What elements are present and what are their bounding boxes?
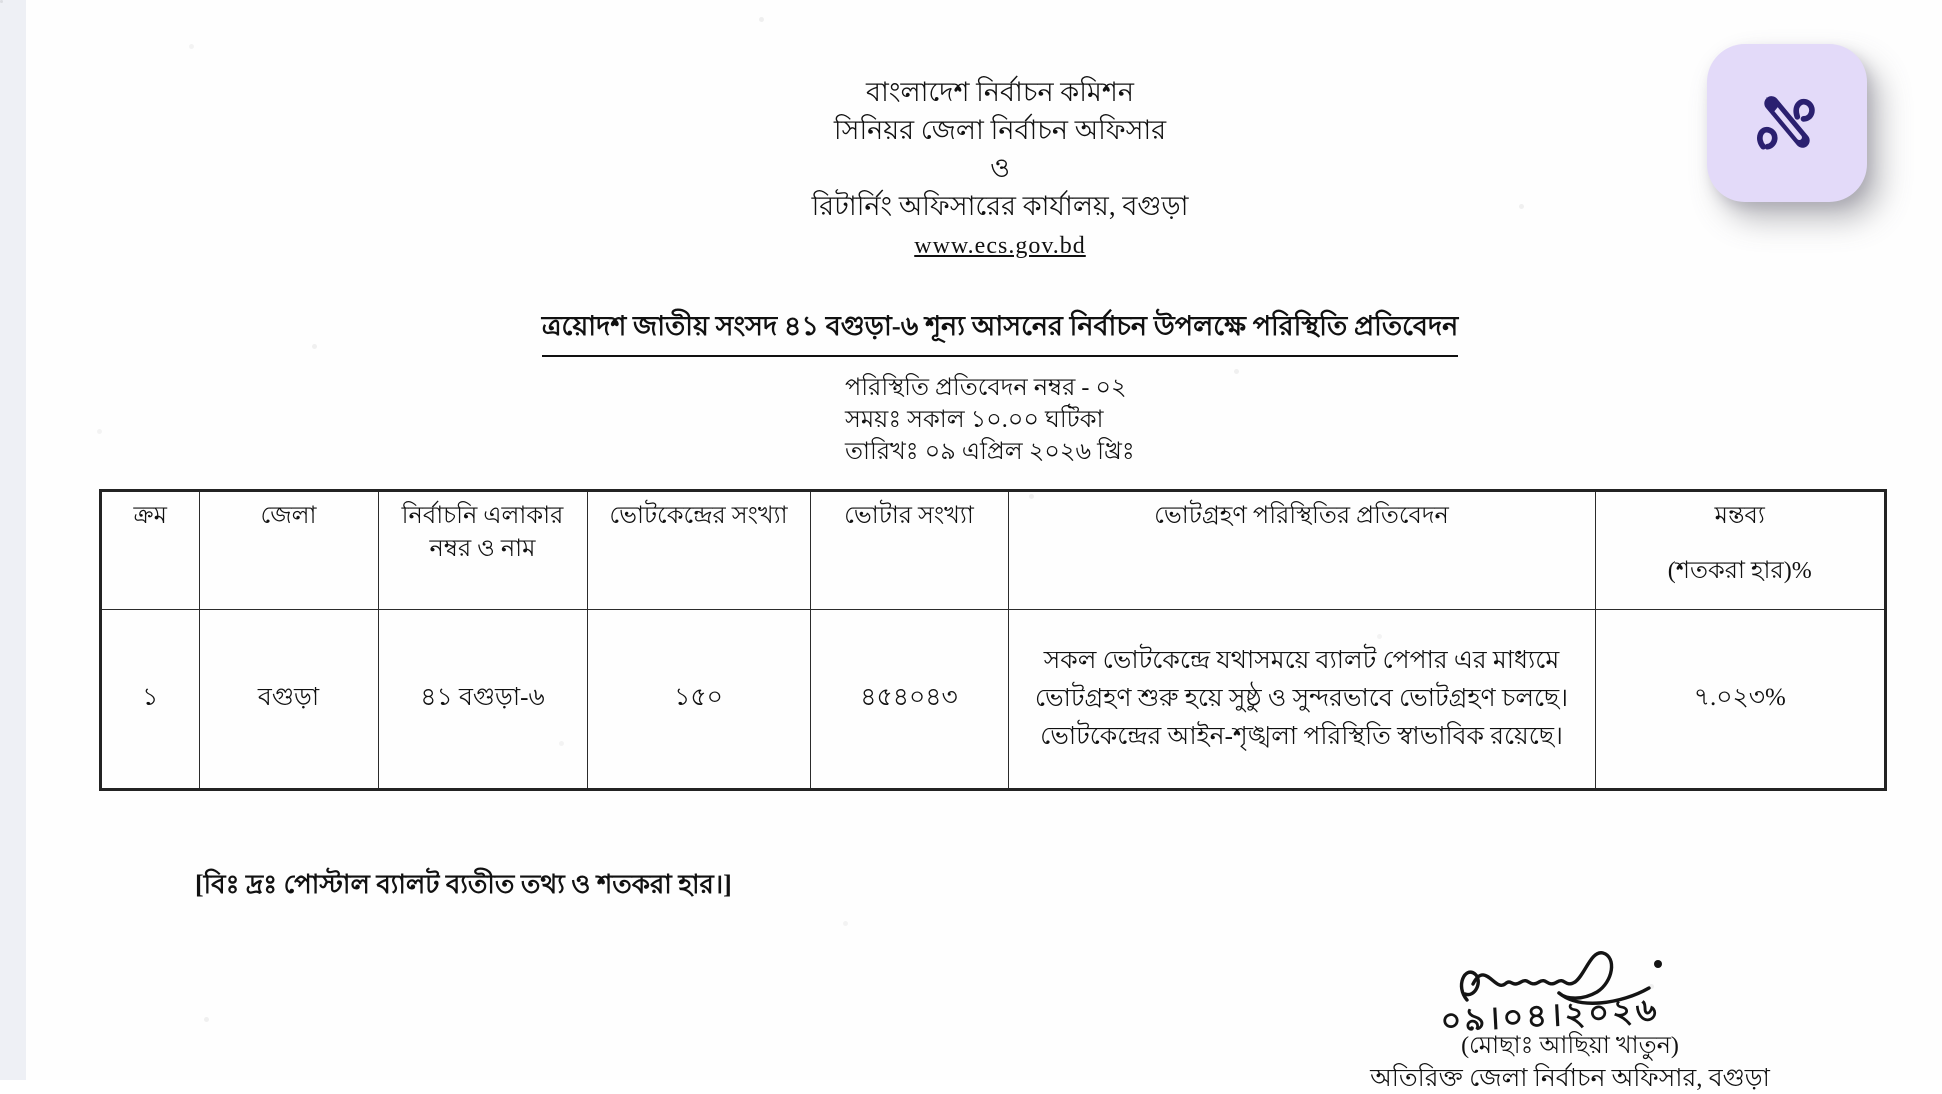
signature-pen-icon [1754,90,1820,156]
report-title-wrap [200,306,1800,357]
signature-block [1330,942,1810,1094]
cell-serial: ১ [101,609,199,789]
page-left-margin-strip [0,0,26,1080]
situation-report-table [100,490,1886,790]
col-header-serial: ক্রম [101,491,199,609]
table-header-row [101,491,1885,609]
col-header-polling-centers: ভোটকেন্দ্রের সংখ্যা [587,491,810,609]
letterhead [300,74,1700,266]
report-number: পরিস্থিতি প্রতিবেদন নম্বর - ০২ [845,375,1127,401]
report-meta [845,372,1135,468]
col-header-report: ভোটগ্রহণ পরিস্থিতির প্রতিবেদন [1008,491,1595,609]
cell-percentage: ৭.০২৩% [1595,609,1885,789]
org-name: বাংলাদেশ নির্বাচন কমিশন [865,77,1135,107]
remarks-sublabel: (শতকরা হার)% [1667,558,1812,584]
signatory-name: (মোছাঃ আছিয়া খাতুন) [1461,1033,1679,1059]
cell-polling-centers: ১৫০ [587,609,810,789]
col-header-district: জেলা [199,491,378,609]
handwritten-date: ০৯।০৪।২০২৬ [1439,991,1661,1039]
cell-voters: ৪৫৪০৪৩ [810,609,1008,789]
cell-district: বগুড়া [199,609,378,789]
col-header-voters: ভোটার সংখ্যা [810,491,1008,609]
table-row [101,609,1885,789]
remarks-label: মন্তব্য [1714,503,1765,529]
report-date: তারিখঃ ০৯ এপ্রিল ২০২৬ খ্রিঃ [845,439,1135,465]
report-time: সময়ঃ সকাল ১০.০০ ঘটিকা [845,407,1104,433]
sign-annotate-button[interactable] [1707,44,1867,202]
conjunction: ও [990,153,1010,183]
website-link[interactable]: www.ecs.gov.bd [914,233,1086,259]
footnote: [বিঃ দ্রঃ পোস্টাল ব্যালট ব্যতীত তথ্য ও শতকরা হার।] [195,870,732,899]
col-header-remarks [1595,491,1885,609]
signatory-designation: অতিরিক্ত জেলা নির্বাচন অফিসার, বগুড়া [1370,1065,1770,1092]
scan-noise [0,0,3,3]
cell-constituency: ৪১ বগুড়া-৬ [378,609,587,789]
office-line-2: রিটার্নিং অফিসারের কার্যালয়, বগুড়া [811,191,1189,221]
signature-pen-dot [1654,960,1662,968]
cell-report-text: সকল ভোটকেন্দ্রে যথাসময়ে ব্যালট পেপার এর মাধ্যমে ভোটগ্রহণ শুরু হয়ে সুষ্ঠু ও সুন্দরভাবে ভোটগ্রহণ চলছে। ভোটকেন্দ্রের আইন-শৃঙ্খলা পরিস্থিতি স্বাভাবিক রয়েছে। [1008,609,1595,789]
col-header-constituency: নির্বাচনি এলাকার নম্বর ও নাম [378,491,587,609]
report-title: ত্রয়োদশ জাতীয় সংসদ ৪১ বগুড়া-৬ শূন্য আসনের নির্বাচন উপলক্ষে পরিস্থিতি প্রতিবেদন [542,306,1459,357]
office-line-1: সিনিয়র জেলা নির্বাচন অফিসার [833,115,1167,145]
